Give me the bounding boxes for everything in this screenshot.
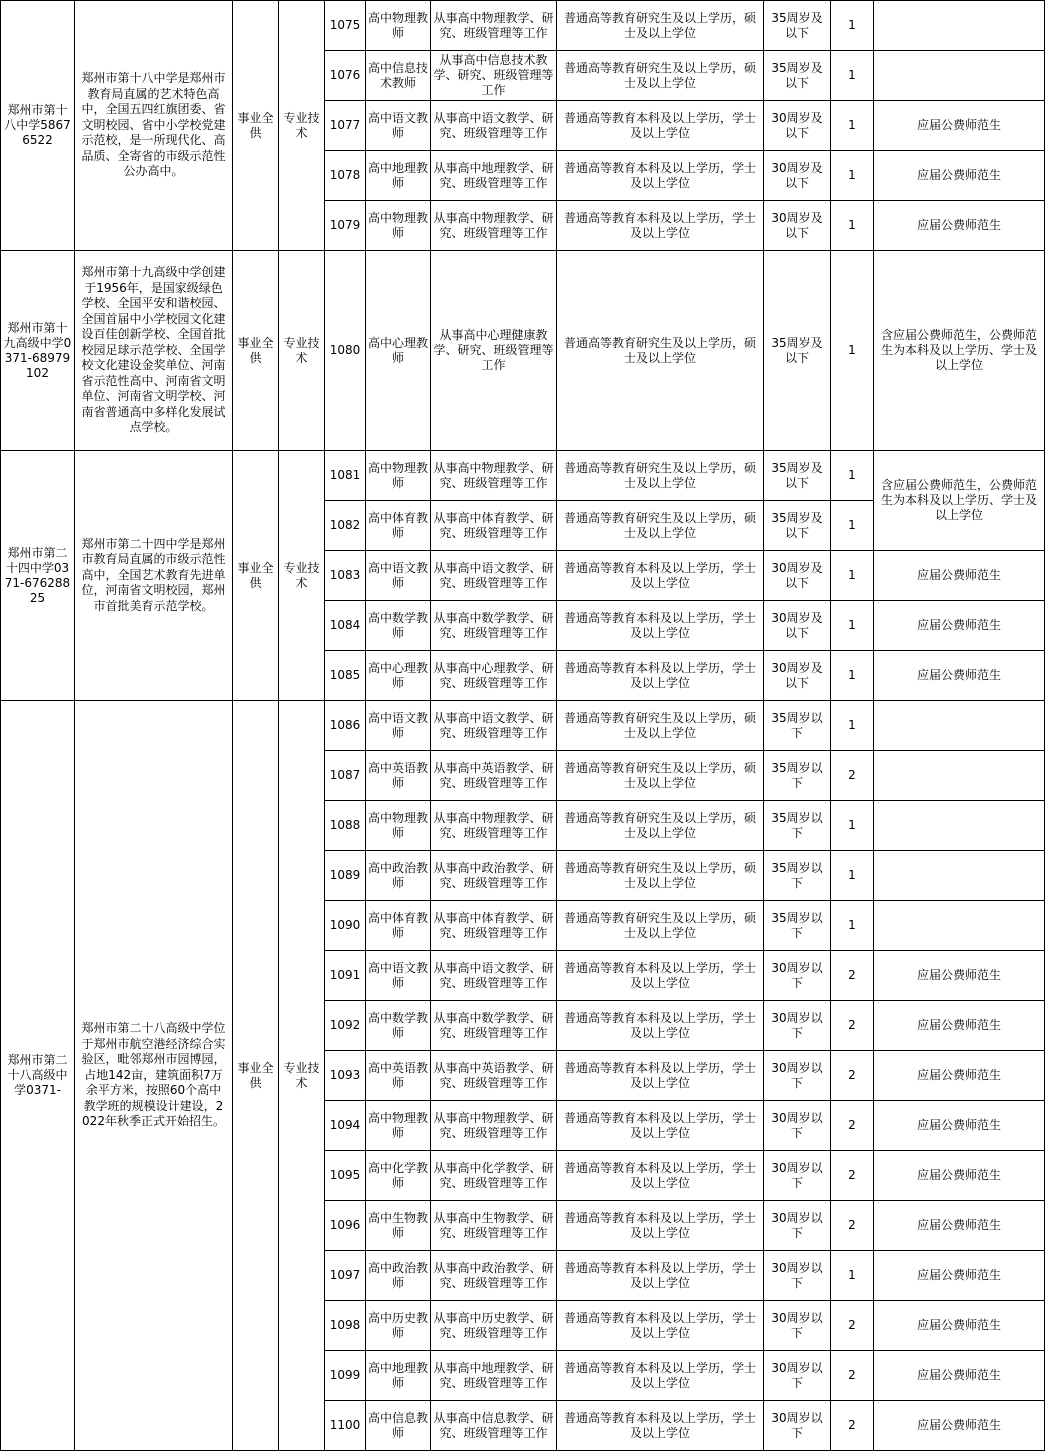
- age-limit-cell: 30周岁以下: [764, 1051, 831, 1101]
- hire-count-cell: 1: [831, 601, 874, 651]
- age-limit-cell: 30周岁以下: [764, 951, 831, 1001]
- age-limit-cell: 30周岁以下: [764, 1401, 831, 1451]
- post-code-cell: 1078: [325, 151, 366, 201]
- post-name-cell: 高中英语教师: [366, 751, 431, 801]
- age-limit-cell: 30周岁以下: [764, 1151, 831, 1201]
- education-cell: 普通高等教育本科及以上学历，学士及以上学位: [557, 601, 764, 651]
- post-name-cell: 高中地理教师: [366, 1351, 431, 1401]
- duty-cell: 从事高中地理教学、研究、班级管理等工作: [431, 151, 557, 201]
- age-limit-cell: 30周岁以下: [764, 1201, 831, 1251]
- unit-intro-cell: 郑州市第十八中学是郑州市教育局直属的艺术特色高中，全国五四红旗团委、省文明校园、省中小学校党建示范校，是一所现代化、高品质、全寄省的市级示范性公办高中。: [75, 1, 233, 251]
- hire-count-cell: 1: [831, 501, 874, 551]
- post-code-cell: 1100: [325, 1401, 366, 1451]
- duty-cell: 从事高中物理教学、研究、班级管理等工作: [431, 451, 557, 501]
- post-category-cell: 专业技术: [279, 251, 325, 451]
- note-cell: 应届公费师范生: [874, 1401, 1045, 1451]
- education-cell: 普通高等教育研究生及以上学历，硕士及以上学位: [557, 501, 764, 551]
- post-name-cell: 高中数学教师: [366, 601, 431, 651]
- note-cell: 含应届公费师范生，公费师范生为本科及以上学历、学士及以上学位: [874, 451, 1045, 551]
- duty-cell: 从事高中体育教学、研究、班级管理等工作: [431, 901, 557, 951]
- post-code-cell: 1079: [325, 201, 366, 251]
- education-cell: 普通高等教育本科及以上学历，学士及以上学位: [557, 1301, 764, 1351]
- duty-cell: 从事高中语文教学、研究、班级管理等工作: [431, 701, 557, 751]
- education-cell: 普通高等教育本科及以上学历，学士及以上学位: [557, 1401, 764, 1451]
- education-cell: 普通高等教育本科及以上学历，学士及以上学位: [557, 1201, 764, 1251]
- post-code-cell: 1077: [325, 101, 366, 151]
- note-cell: 应届公费师范生: [874, 951, 1045, 1001]
- post-code-cell: 1080: [325, 251, 366, 451]
- note-cell: 含应届公费师范生，公费师范生为本科及以上学历、学士及以上学位: [874, 251, 1045, 451]
- duty-cell: 从事高中信息教学、研究、班级管理等工作: [431, 1401, 557, 1451]
- post-code-cell: 1082: [325, 501, 366, 551]
- duty-cell: 从事高中物理教学、研究、班级管理等工作: [431, 801, 557, 851]
- hire-count-cell: 2: [831, 1401, 874, 1451]
- post-category-cell: 专业技术: [279, 1, 325, 251]
- unit-intro-cell: 郑州市第十九高级中学创建于1956年，是国家级绿色学校、全国平安和谐校园、全国首届中小学校园文化建设百佳创新学校、全国首批校园足球示范学校、全国学校文化建设金奖单位、河南省示范性高中、河南省文明单位、河南省文明学校、河南省普通高中多样化发展试点学校。: [75, 251, 233, 451]
- post-code-cell: 1092: [325, 1001, 366, 1051]
- note-cell: 应届公费师范生: [874, 551, 1045, 601]
- duty-cell: 从事高中数学教学、研究、班级管理等工作: [431, 601, 557, 651]
- duty-cell: 从事高中语文教学、研究、班级管理等工作: [431, 951, 557, 1001]
- post-name-cell: 高中生物教师: [366, 1201, 431, 1251]
- note-cell: 应届公费师范生: [874, 651, 1045, 701]
- hire-count-cell: 2: [831, 1301, 874, 1351]
- education-cell: 普通高等教育本科及以上学历，学士及以上学位: [557, 1251, 764, 1301]
- post-code-cell: 1086: [325, 701, 366, 751]
- education-cell: 普通高等教育本科及以上学历，学士及以上学位: [557, 151, 764, 201]
- post-code-cell: 1076: [325, 51, 366, 101]
- hire-count-cell: 2: [831, 1151, 874, 1201]
- note-cell: 应届公费师范生: [874, 151, 1045, 201]
- post-category-cell: 专业技术: [279, 701, 325, 1451]
- post-code-cell: 1088: [325, 801, 366, 851]
- hire-count-cell: 1: [831, 651, 874, 701]
- post-name-cell: 高中信息技术教师: [366, 51, 431, 101]
- education-cell: 普通高等教育本科及以上学历，学士及以上学位: [557, 101, 764, 151]
- age-limit-cell: 30周岁以下: [764, 1251, 831, 1301]
- post-code-cell: 1087: [325, 751, 366, 801]
- age-limit-cell: 30周岁以下: [764, 1301, 831, 1351]
- post-name-cell: 高中心理教师: [366, 251, 431, 451]
- table-row: [1, 251, 1045, 451]
- post-name-cell: 高中数学教师: [366, 1001, 431, 1051]
- post-code-cell: 1083: [325, 551, 366, 601]
- note-cell: 应届公费师范生: [874, 1051, 1045, 1101]
- hire-count-cell: 1: [831, 101, 874, 151]
- hire-count-cell: 2: [831, 1051, 874, 1101]
- note-cell: 应届公费师范生: [874, 201, 1045, 251]
- hire-count-cell: 2: [831, 951, 874, 1001]
- post-name-cell: 高中政治教师: [366, 1251, 431, 1301]
- hire-count-cell: 2: [831, 1001, 874, 1051]
- duty-cell: 从事高中信息技术教学、研究、班级管理等工作: [431, 51, 557, 101]
- hire-count-cell: 1: [831, 901, 874, 951]
- note-cell: 应届公费师范生: [874, 1001, 1045, 1051]
- note-cell: 应届公费师范生: [874, 1201, 1045, 1251]
- post-code-cell: 1081: [325, 451, 366, 501]
- post-name-cell: 高中体育教师: [366, 901, 431, 951]
- education-cell: 普通高等教育研究生及以上学历，硕士及以上学位: [557, 901, 764, 951]
- table-row: [1, 1, 1045, 51]
- funding-type-cell: 事业全供: [233, 1, 279, 251]
- post-name-cell: 高中物理教师: [366, 201, 431, 251]
- duty-cell: 从事高中英语教学、研究、班级管理等工作: [431, 751, 557, 801]
- hire-count-cell: 1: [831, 801, 874, 851]
- duty-cell: 从事高中政治教学、研究、班级管理等工作: [431, 1251, 557, 1301]
- post-code-cell: 1075: [325, 1, 366, 51]
- hire-count-cell: 1: [831, 1, 874, 51]
- post-code-cell: 1090: [325, 901, 366, 951]
- note-cell: [874, 51, 1045, 101]
- education-cell: 普通高等教育研究生及以上学历，硕士及以上学位: [557, 751, 764, 801]
- hire-count-cell: 1: [831, 551, 874, 601]
- post-name-cell: 高中语文教师: [366, 551, 431, 601]
- education-cell: 普通高等教育本科及以上学历，学士及以上学位: [557, 551, 764, 601]
- note-cell: 应届公费师范生: [874, 601, 1045, 651]
- education-cell: 普通高等教育本科及以上学历，学士及以上学位: [557, 201, 764, 251]
- hire-count-cell: 1: [831, 851, 874, 901]
- age-limit-cell: 30周岁及以下: [764, 551, 831, 601]
- note-cell: 应届公费师范生: [874, 1351, 1045, 1401]
- note-cell: [874, 751, 1045, 801]
- post-code-cell: 1098: [325, 1301, 366, 1351]
- note-cell: [874, 1, 1045, 51]
- post-code-cell: 1099: [325, 1351, 366, 1401]
- age-limit-cell: 35周岁以下: [764, 851, 831, 901]
- post-code-cell: 1097: [325, 1251, 366, 1301]
- education-cell: 普通高等教育研究生及以上学历，硕士及以上学位: [557, 1, 764, 51]
- post-code-cell: 1084: [325, 601, 366, 651]
- age-limit-cell: 30周岁及以下: [764, 151, 831, 201]
- funding-type-cell: 事业全供: [233, 251, 279, 451]
- education-cell: 普通高等教育研究生及以上学历，硕士及以上学位: [557, 251, 764, 451]
- education-cell: 普通高等教育研究生及以上学历，硕士及以上学位: [557, 851, 764, 901]
- duty-cell: 从事高中数学教学、研究、班级管理等工作: [431, 1001, 557, 1051]
- age-limit-cell: 35周岁及以下: [764, 1, 831, 51]
- education-cell: 普通高等教育研究生及以上学历，硕士及以上学位: [557, 451, 764, 501]
- age-limit-cell: 35周岁以下: [764, 901, 831, 951]
- note-cell: [874, 901, 1045, 951]
- post-code-cell: 1096: [325, 1201, 366, 1251]
- post-name-cell: 高中物理教师: [366, 1, 431, 51]
- duty-cell: 从事高中心理教学、研究、班级管理等工作: [431, 651, 557, 701]
- note-cell: 应届公费师范生: [874, 1301, 1045, 1351]
- duty-cell: 从事高中政治教学、研究、班级管理等工作: [431, 851, 557, 901]
- education-cell: 普通高等教育本科及以上学历，学士及以上学位: [557, 1151, 764, 1201]
- education-cell: 普通高等教育本科及以上学历，学士及以上学位: [557, 651, 764, 701]
- hire-count-cell: 1: [831, 51, 874, 101]
- post-name-cell: 高中心理教师: [366, 651, 431, 701]
- note-cell: 应届公费师范生: [874, 1251, 1045, 1301]
- hire-count-cell: 2: [831, 1201, 874, 1251]
- note-cell: 应届公费师范生: [874, 1151, 1045, 1201]
- post-name-cell: 高中体育教师: [366, 501, 431, 551]
- post-code-cell: 1095: [325, 1151, 366, 1201]
- hire-count-cell: 1: [831, 201, 874, 251]
- duty-cell: 从事高中英语教学、研究、班级管理等工作: [431, 1051, 557, 1101]
- education-cell: 普通高等教育研究生及以上学历，硕士及以上学位: [557, 51, 764, 101]
- age-limit-cell: 35周岁及以下: [764, 251, 831, 451]
- age-limit-cell: 35周岁及以下: [764, 501, 831, 551]
- age-limit-cell: 35周岁以下: [764, 701, 831, 751]
- post-name-cell: 高中物理教师: [366, 801, 431, 851]
- hire-count-cell: 2: [831, 751, 874, 801]
- duty-cell: 从事高中历史教学、研究、班级管理等工作: [431, 1301, 557, 1351]
- unit-name-cell: 郑州市第二十八高级中学0371-: [1, 701, 75, 1451]
- hire-count-cell: 1: [831, 701, 874, 751]
- duty-cell: 从事高中物理教学、研究、班级管理等工作: [431, 201, 557, 251]
- age-limit-cell: 30周岁以下: [764, 1001, 831, 1051]
- post-name-cell: 高中信息教师: [366, 1401, 431, 1451]
- note-cell: 应届公费师范生: [874, 101, 1045, 151]
- education-cell: 普通高等教育研究生及以上学历，硕士及以上学位: [557, 801, 764, 851]
- unit-intro-cell: 郑州市第二十八高级中学位于郑州市航空港经济综合实验区，毗邻郑州市园博园，占地142亩，建筑面积7万余平方米，按照60个高中教学班的规模设计建设，2022年秋季正式开始招生。: [75, 701, 233, 1451]
- post-name-cell: 高中化学教师: [366, 1151, 431, 1201]
- duty-cell: 从事高中地理教学、研究、班级管理等工作: [431, 1351, 557, 1401]
- age-limit-cell: 30周岁及以下: [764, 201, 831, 251]
- post-name-cell: 高中历史教师: [366, 1301, 431, 1351]
- table-row: [1, 451, 1045, 501]
- post-name-cell: 高中物理教师: [366, 451, 431, 501]
- post-name-cell: 高中物理教师: [366, 1101, 431, 1151]
- age-limit-cell: 35周岁以下: [764, 801, 831, 851]
- education-cell: 普通高等教育本科及以上学历，学士及以上学位: [557, 1001, 764, 1051]
- age-limit-cell: 30周岁以下: [764, 1351, 831, 1401]
- age-limit-cell: 30周岁及以下: [764, 101, 831, 151]
- age-limit-cell: 30周岁及以下: [764, 651, 831, 701]
- age-limit-cell: 35周岁及以下: [764, 51, 831, 101]
- post-name-cell: 高中语文教师: [366, 951, 431, 1001]
- note-cell: [874, 801, 1045, 851]
- note-cell: 应届公费师范生: [874, 1101, 1045, 1151]
- education-cell: 普通高等教育本科及以上学历，学士及以上学位: [557, 951, 764, 1001]
- post-code-cell: 1089: [325, 851, 366, 901]
- hire-count-cell: 2: [831, 1351, 874, 1401]
- funding-type-cell: 事业全供: [233, 451, 279, 701]
- duty-cell: 从事高中心理健康教学、研究、班级管理等工作: [431, 251, 557, 451]
- unit-intro-cell: 郑州市第二十四中学是郑州市教育局直属的市级示范性高中，全国艺术教育先进单位，河南省文明校园，郑州市首批美育示范学校。: [75, 451, 233, 701]
- duty-cell: 从事高中化学教学、研究、班级管理等工作: [431, 1151, 557, 1201]
- unit-name-cell: 郑州市第十九高级中学0371-68979102: [1, 251, 75, 451]
- education-cell: 普通高等教育本科及以上学历，学士及以上学位: [557, 1101, 764, 1151]
- post-name-cell: 高中英语教师: [366, 1051, 431, 1101]
- note-cell: [874, 701, 1045, 751]
- duty-cell: 从事高中物理教学、研究、班级管理等工作: [431, 1, 557, 51]
- hire-count-cell: 1: [831, 151, 874, 201]
- table-body: [1, 1, 1045, 1451]
- post-code-cell: 1091: [325, 951, 366, 1001]
- post-name-cell: 高中地理教师: [366, 151, 431, 201]
- table-row: [1, 701, 1045, 751]
- unit-name-cell: 郑州市第二十四中学0371-67628825: [1, 451, 75, 701]
- post-name-cell: 高中语文教师: [366, 701, 431, 751]
- hire-count-cell: 1: [831, 1251, 874, 1301]
- post-code-cell: 1094: [325, 1101, 366, 1151]
- education-cell: 普通高等教育本科及以上学历，学士及以上学位: [557, 1051, 764, 1101]
- duty-cell: 从事高中体育教学、研究、班级管理等工作: [431, 501, 557, 551]
- funding-type-cell: 事业全供: [233, 701, 279, 1451]
- note-cell: [874, 851, 1045, 901]
- education-cell: 普通高等教育研究生及以上学历，硕士及以上学位: [557, 701, 764, 751]
- duty-cell: 从事高中生物教学、研究、班级管理等工作: [431, 1201, 557, 1251]
- duty-cell: 从事高中物理教学、研究、班级管理等工作: [431, 1101, 557, 1151]
- post-category-cell: 专业技术: [279, 451, 325, 701]
- age-limit-cell: 30周岁及以下: [764, 601, 831, 651]
- post-code-cell: 1085: [325, 651, 366, 701]
- age-limit-cell: 35周岁及以下: [764, 451, 831, 501]
- age-limit-cell: 30周岁以下: [764, 1101, 831, 1151]
- education-cell: 普通高等教育本科及以上学历，学士及以上学位: [557, 1351, 764, 1401]
- post-code-cell: 1093: [325, 1051, 366, 1101]
- duty-cell: 从事高中语文教学、研究、班级管理等工作: [431, 101, 557, 151]
- duty-cell: 从事高中语文教学、研究、班级管理等工作: [431, 551, 557, 601]
- hire-count-cell: 1: [831, 451, 874, 501]
- post-name-cell: 高中政治教师: [366, 851, 431, 901]
- age-limit-cell: 35周岁以下: [764, 751, 831, 801]
- hire-count-cell: 1: [831, 251, 874, 451]
- post-name-cell: 高中语文教师: [366, 101, 431, 151]
- hire-count-cell: 2: [831, 1101, 874, 1151]
- unit-name-cell: 郑州市第十八中学58676522: [1, 1, 75, 251]
